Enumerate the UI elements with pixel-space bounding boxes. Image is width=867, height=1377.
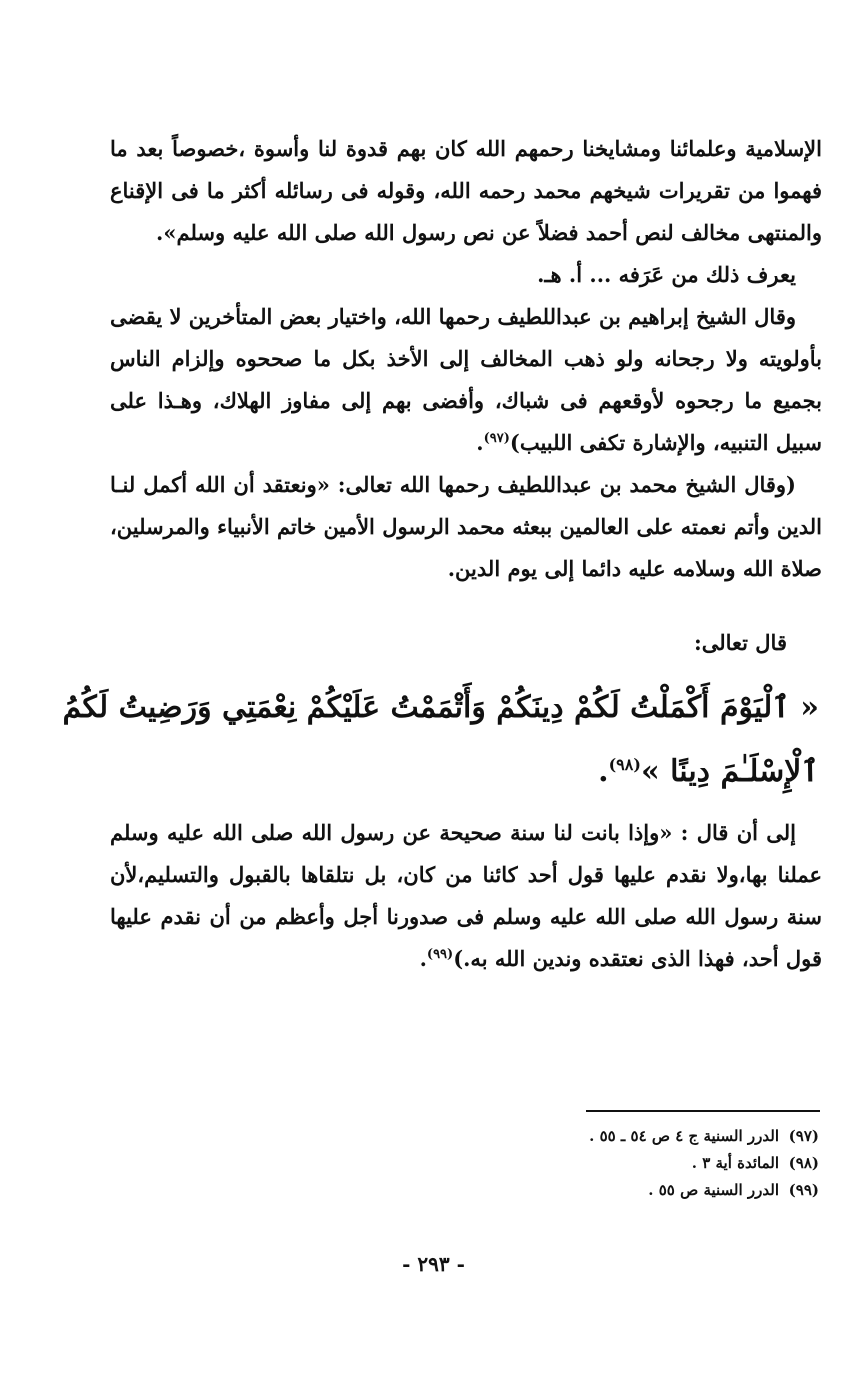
paragraph-1: الإسلامية وعلمائنا ومشايخنا رحمهم الله كان بهم قدوة لنا وأسوة ،خصوصاً بعد ما فهموا من تقريرات شيخهم محمد رحمه الله، وقوله فى رسائله أكثر ما فى الإقناع والمنتهى مخالف لنص أحمد فضلاً عن نص رسول الله صلى الله عليه وسلم».: [110, 136, 822, 245]
page-number: - ٢٩٣ -: [402, 1252, 465, 1276]
paragraph-3: وقال الشيخ إبراهيم بن عبداللطيف رحمها الله، واختيار بعض المتأخرين لا يقضى بأولويته ولا رجحانه ولو ذهب المخالف إلى الأخذ بكل ما صححوه وإلزام الناس بجميع ما رجحوه لأوقعهم فى شباك، وأفضى بهم إلى مفاوز الهلاك، وهـذا على سبيل التنبيه، والإشارة تكفى اللبيب)$^{(٩٧)}$.: [110, 304, 822, 455]
bottom-text-block: [110, 812, 822, 980]
quran-verse-text: « ٱلْيَوْمَ أَكْمَلْتُ لَكُمْ دِينَكُمْ وَأَتْمَمْتُ عَلَيْكُمْ نِعْمَتِي وَرَضِيتُ لَكُمُ ٱلْإِسْلَـٰمَ دِينًا »: [62, 690, 819, 789]
quran-intro: قال تعالى:: [693, 630, 787, 655]
paragraph-4: (وقال الشيخ محمد بن عبداللطيف رحمها الله تعالى: «ونعتقد أن الله أكمل لنـا الدين وأتم نعمته على العالمين ببعثه محمد الرسول الأمين خاتم الأنبياء والمرسلين، صلاة الله وسلامه عليه دائما إلى يوم الدين.: [110, 472, 822, 581]
footnotes-list: [419, 1123, 819, 1204]
quran-verse: « ٱلْيَوْمَ أَكْمَلْتُ لَكُمْ دِينَكُمْ وَأَتْمَمْتُ عَلَيْكُمْ نِعْمَتِي وَرَضِيتُ لَكُمُ ٱلْإِسْلَـٰمَ دِينًا »$^{(٩٨)}$.: [62, 690, 819, 789]
footnote-item: [419, 1150, 819, 1177]
paragraph-5: إلى أن قال : «وإذا بانت لنا سنة صحيحة عن رسول الله صلى الله عليه وسلم عملنا بها،ولا نقدم عليها قول أحد كائنا من كان، بل نتلقاها بالقبول والتسليم،لأن سنة رسول الله صلى الله عليه وسلم فى صدورنا أجل وأعظم من أن نقدم عليها قول أحد، فهذا الذى نعتقده وندين الله به.)$^{(٩٩)}$.: [110, 820, 822, 971]
main-text-block: [110, 128, 822, 590]
footnote-item: [419, 1177, 819, 1204]
footnote-ref-97: (٩٧): [483, 431, 510, 446]
footnote-divider: [586, 1110, 820, 1112]
footnote-item: [419, 1123, 819, 1150]
footnote-number: (٩٧): [788, 1127, 819, 1145]
footnote-ref-98: (٩٨): [608, 755, 641, 774]
paragraph-3-text: وقال الشيخ إبراهيم بن عبداللطيف رحمها الله، واختيار بعض المتأخرين لا يقضى بأولويته ولا رجحانه ولو ذهب المخالف إلى الأخذ بكل ما صححوه وإلزام الناس بجميع ما رجحوه لأوقعهم فى شباك، وأفضى بهم إلى مفاوز الهلاك، وهـذا على سبيل التنبيه، والإشارة تكفى اللبيب): [110, 304, 822, 455]
footnote-number: (٩٩): [788, 1181, 819, 1199]
footnote-text: الدرر السنية ج ٤ ص ٥٤ ـ ٥٥ .: [589, 1127, 779, 1145]
footnote-text: المائدة أية ٣ .: [691, 1154, 779, 1172]
footnote-ref-99: (٩٩): [426, 947, 454, 962]
paragraph-5-text: إلى أن قال : «وإذا بانت لنا سنة صحيحة عن رسول الله صلى الله عليه وسلم عملنا بها،ولا نقدم عليها قول أحد كائنا من كان، بل نتلقاها بالقبول والتسليم،لأن سنة رسول الله صلى الله عليه وسلم فى صدورنا أجل وأعظم من أن نقدم عليها قول أحد، فهذا الذى نعتقده وندين الله به.): [110, 820, 822, 971]
paragraph-2: يعرف ذلك من عَرَفه ... أ. هـ.: [537, 262, 796, 287]
footnote-text: الدرر السنية ص ٥٥ .: [648, 1181, 779, 1199]
footnote-number: (٩٨): [788, 1154, 819, 1172]
